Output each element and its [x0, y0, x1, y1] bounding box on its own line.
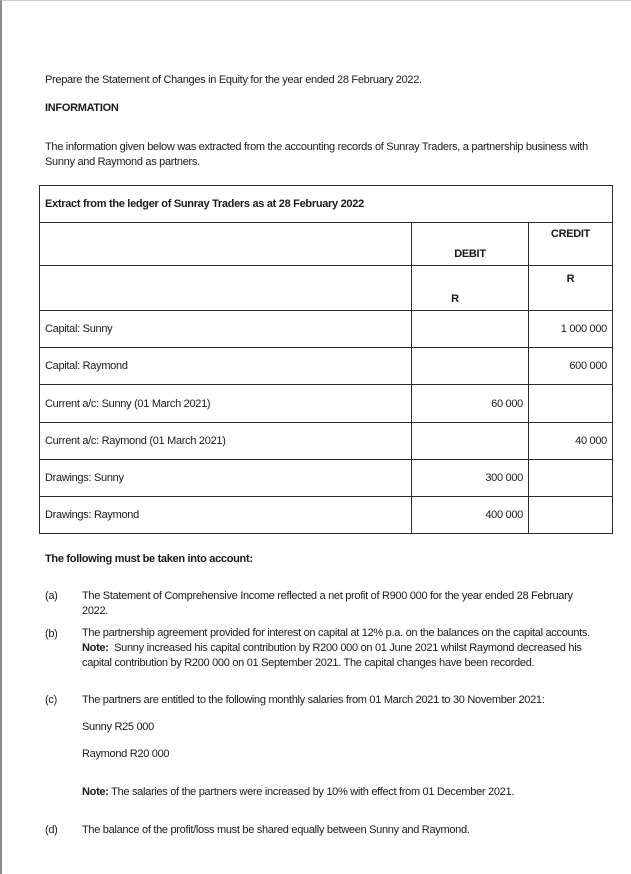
note-label: Note:: [82, 642, 109, 654]
item-c-note: [82, 786, 514, 798]
item-d-label: (d): [45, 824, 58, 836]
debit-cell: [412, 423, 529, 460]
table-row: [40, 497, 613, 534]
intro-paragraph: The information given below was extracted from the accounting records of Sunray Traders, a partnership business with Sunny and Raymond as partners.: [45, 141, 588, 168]
debit-cell: [412, 311, 529, 348]
account-name: Capital: Sunny: [40, 311, 412, 348]
item-c-text: The partners are entitled to the following monthly salaries from 01 March 2021 to 30 November 2021:: [82, 694, 545, 706]
following-heading: The following must be taken into account:: [45, 553, 253, 565]
item-b-block: [82, 626, 597, 671]
table-row: [40, 311, 613, 348]
credit-cell: 600 000: [529, 348, 613, 385]
table-row: [40, 423, 613, 460]
salary-sunny: Sunny R25 000: [82, 721, 154, 733]
instruction-text: Prepare the Statement of Changes in Equity for the year ended 28 February 2022.: [45, 74, 422, 86]
table-row: [40, 460, 613, 497]
account-name: Capital: Raymond: [40, 348, 412, 385]
debit-cell: 60 000: [412, 385, 529, 423]
account-name: Drawings: Raymond: [40, 497, 412, 534]
item-b-label: (b): [45, 628, 58, 640]
credit-cell: 40 000: [529, 423, 613, 460]
salary-raymond: Raymond R20 000: [82, 748, 170, 760]
credit-cell: [529, 497, 613, 534]
item-d-text: The balance of the profit/loss must be shared equally between Sunny and Raymond.: [82, 824, 470, 836]
debit-cell: 300 000: [412, 460, 529, 497]
debit-cell: 400 000: [412, 497, 529, 534]
note-text: The salaries of the partners were increased by 10% with effect from 01 December 2021.: [111, 786, 515, 798]
debit-unit: R: [412, 266, 529, 311]
ledger-title: Extract from the ledger of Sunray Traders as at 28 February 2022: [40, 186, 613, 223]
credit-cell: [529, 385, 613, 423]
credit-header: CREDIT: [529, 223, 613, 266]
account-name: Current a/c: Raymond (01 March 2021): [40, 423, 412, 460]
table-row: [40, 348, 613, 385]
table-row: [40, 385, 613, 423]
information-heading: INFORMATION: [45, 102, 119, 114]
item-a-text: The Statement of Comprehensive Income reflected a net profit of R900 000 for the year ended 28 February 2022.: [82, 590, 573, 617]
credit-cell: 1 000 000: [529, 311, 613, 348]
account-name: Drawings: Sunny: [40, 460, 412, 497]
credit-unit: R: [529, 266, 613, 311]
note-text: Sunny increased his capital contribution by R200 000 on 01 June 2021 whilst Raymond decreased his capital contribution by R200 000 on 01 September 2021. The capital changes have been recorded.: [82, 642, 582, 669]
credit-cell: [529, 460, 613, 497]
account-name: Current a/c: Sunny (01 March 2021): [40, 385, 412, 423]
debit-cell: [412, 348, 529, 385]
item-a-label: (a): [45, 590, 58, 602]
item-b-note: [82, 641, 597, 671]
ledger-table: [39, 185, 613, 534]
item-b-text: The partnership agreement provided for interest on capital at 12% p.a. on the balances on the capital accounts.: [82, 627, 590, 639]
debit-header: DEBIT: [412, 223, 529, 266]
note-label: Note:: [82, 786, 109, 798]
item-c-label: (c): [45, 694, 57, 706]
